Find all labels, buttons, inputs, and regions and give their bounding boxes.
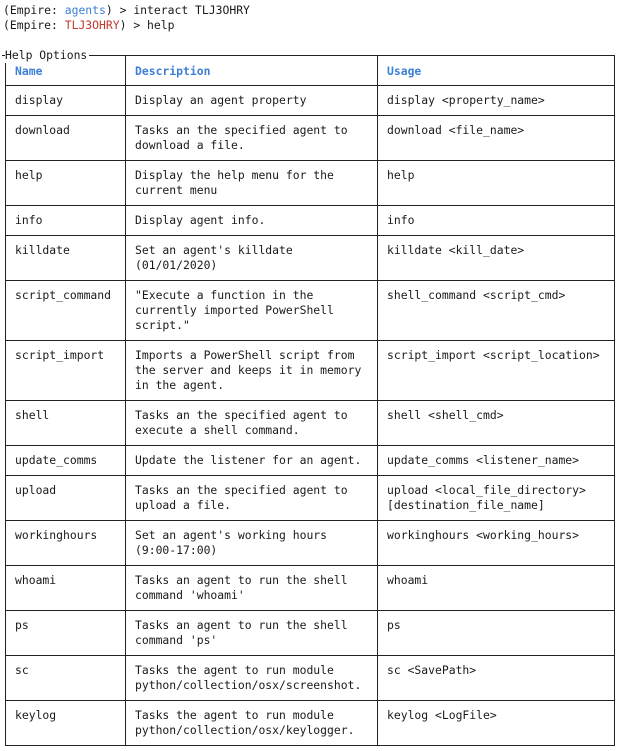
prompt-context: TLJ3OHRY — [64, 18, 120, 32]
table-row — [6, 161, 615, 206]
prompt-line-2 — [3, 18, 174, 33]
cell-name: help — [6, 161, 126, 206]
header-usage: Usage — [378, 56, 615, 86]
table-row — [6, 611, 615, 656]
table-row — [6, 656, 615, 701]
cell-name: shell — [6, 401, 126, 446]
table-row — [6, 566, 615, 611]
cell-usage: ps — [378, 611, 615, 656]
cell-usage: shell <shell_cmd> — [378, 401, 615, 446]
cell-name: script_import — [6, 341, 126, 401]
table-row — [6, 446, 615, 476]
cell-name: download — [6, 116, 126, 161]
cell-usage: help — [378, 161, 615, 206]
cell-name: display — [6, 86, 126, 116]
table-row — [6, 116, 615, 161]
prompt-close: ) > — [105, 3, 134, 17]
cell-usage: killdate <kill_date> — [378, 236, 615, 281]
cell-usage: script_import <script_location> — [378, 341, 615, 401]
table-row — [6, 206, 615, 236]
cell-name: keylog — [6, 701, 126, 746]
cell-usage: shell_command <script_cmd> — [378, 281, 615, 341]
prompt-command: help — [147, 18, 175, 32]
help-table-title: Help Options — [5, 48, 88, 62]
table-header-row — [6, 56, 615, 86]
cell-name: sc — [6, 656, 126, 701]
prompt-open: (Empire: — [3, 18, 65, 32]
cell-name: update_comms — [6, 446, 126, 476]
prompt-close: ) > — [119, 18, 148, 32]
cell-description: Tasks an agent to run the shell command 'ps' — [126, 611, 378, 656]
cell-usage: keylog <LogFile> — [378, 701, 615, 746]
cell-name: whoami — [6, 566, 126, 611]
cell-usage: sc <SavePath> — [378, 656, 615, 701]
cell-description: "Execute a function in the currently imported PowerShell script." — [126, 281, 378, 341]
cell-name: ps — [6, 611, 126, 656]
cell-usage: info — [378, 206, 615, 236]
help-options-table — [5, 55, 615, 746]
cell-name: upload — [6, 476, 126, 521]
cell-name: info — [6, 206, 126, 236]
header-name: Name — [6, 56, 126, 86]
table-row — [6, 236, 615, 281]
cell-name: workinghours — [6, 521, 126, 566]
cell-description: Imports a PowerShell script from the server and keeps it in memory in the agent. — [126, 341, 378, 401]
prompt-open: (Empire: — [3, 3, 65, 17]
cell-description: Tasks the agent to run module python/collection/osx/keylogger. — [126, 701, 378, 746]
cell-description: Set an agent's killdate (01/01/2020) — [126, 236, 378, 281]
table-row — [6, 281, 615, 341]
prompt-context: agents — [64, 3, 106, 17]
cell-usage: whoami — [378, 566, 615, 611]
cell-usage: download <file_name> — [378, 116, 615, 161]
table-row — [6, 341, 615, 401]
cell-name: killdate — [6, 236, 126, 281]
cell-description: Tasks an agent to run the shell command 'whoami' — [126, 566, 378, 611]
cell-description: Tasks an the specified agent to execute a shell command. — [126, 401, 378, 446]
table-body — [6, 86, 615, 746]
cell-usage: upload <local_file_directory> [destination_file_name] — [378, 476, 615, 521]
cell-name: script_command — [6, 281, 126, 341]
cell-description: Update the listener for an agent. — [126, 446, 378, 476]
table-row — [6, 401, 615, 446]
cell-description: Tasks the agent to run module python/collection/osx/screenshot. — [126, 656, 378, 701]
cell-usage: workinghours <working_hours> — [378, 521, 615, 566]
header-description: Description — [126, 56, 378, 86]
table-row — [6, 476, 615, 521]
prompt-line-1 — [3, 3, 250, 18]
cell-description: Tasks an the specified agent to download a file. — [126, 116, 378, 161]
cell-description: Tasks an the specified agent to upload a file. — [126, 476, 378, 521]
table-row — [6, 86, 615, 116]
table-row — [6, 521, 615, 566]
cell-description: Display the help menu for the current menu — [126, 161, 378, 206]
prompt-command: interact TLJ3OHRY — [133, 3, 250, 17]
cell-usage: update_comms <listener_name> — [378, 446, 615, 476]
cell-usage: display <property_name> — [378, 86, 615, 116]
cell-description: Set an agent's working hours (9:00-17:00) — [126, 521, 378, 566]
cell-description: Display agent info. — [126, 206, 378, 236]
table-row — [6, 701, 615, 746]
cell-description: Display an agent property — [126, 86, 378, 116]
